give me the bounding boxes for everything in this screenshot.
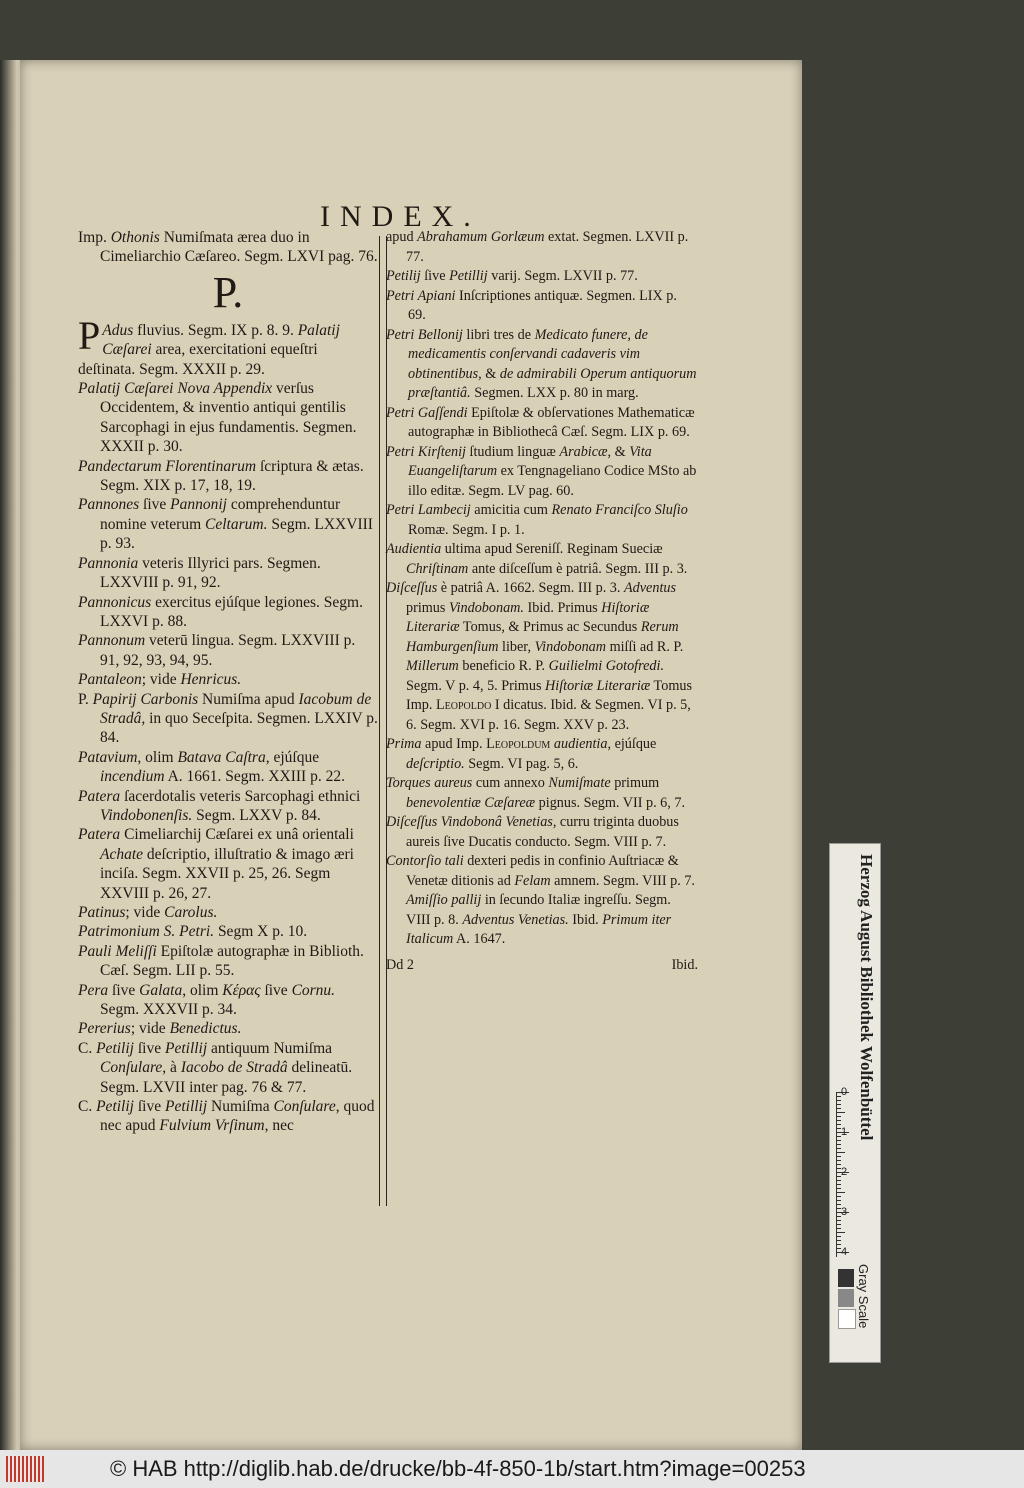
catchword: Ibid. bbox=[671, 956, 698, 973]
index-entry: C. Petilij ſive Petillij antiquum Numiſma Conſulare, à Iacobo de Stradâ delineatū. Segm. LXVII inter pag. 76 & 77. bbox=[78, 1039, 353, 1096]
index-entry: Patavium, olim Batava Caſtra, ejúſque incendium A. 1661. Segm. XXIII p. 22. bbox=[78, 748, 345, 786]
index-entry: Pandectarum Florentinarum ſcriptura & ætas. Segm. XIX p. 17, 18, 19. bbox=[78, 457, 364, 495]
ruler-minor-tick bbox=[837, 1148, 841, 1149]
source-url[interactable]: © HAB http://diglib.hab.de/drucke/bb-4f-850-1b/start.htm?image=00253 bbox=[110, 1456, 806, 1481]
index-entry: Patinus; vide Carolus. bbox=[78, 904, 218, 921]
index-subentry: Torques aureus cum annexo Numiſmate primum benevolentiæ Cæſareæ pignus. Segm. VII p. 6, 7. bbox=[386, 775, 686, 811]
section-letter: P. bbox=[212, 267, 244, 317]
gray-scale-label: Gray Scale bbox=[856, 1264, 871, 1329]
ruler-minor-tick bbox=[837, 1216, 841, 1217]
index-entry: Pannones ſive Pannonij comprehenduntur nomine veterum Celtarum. Segm. LXXVIII p. 93. bbox=[78, 496, 373, 553]
ruler-minor-tick bbox=[837, 1220, 841, 1221]
ruler-label: 1 bbox=[841, 1126, 848, 1138]
ruler-minor-tick bbox=[837, 1180, 841, 1181]
index-entry: Petri Apiani Inſcriptiones antiquæ. Segmen. LIX p. 69. bbox=[386, 287, 677, 323]
index-entry: Pannonia veteris Illyrici pars. Segmen. LXXVIII p. 91, 92. bbox=[78, 554, 321, 592]
index-entry: Palatij Cæſarei Nova Appendix verſus Occidentem, & inventio antiqui gentilis Sarcophagi in ejus fundamentis. Segmen. XXXII p. 30. bbox=[78, 380, 357, 456]
ruler-minor-tick bbox=[837, 1232, 845, 1233]
index-entry: Petri Kirſtenij ſtudium linguæ Arabicæ, & Vita Euangeliſtarum ex Tengnageliano Codice MSto ab illo editæ. Segm. LV pag. 60. bbox=[386, 443, 697, 499]
ruler-minor-tick bbox=[837, 1224, 841, 1225]
index-entry: Patera Cimeliarchij Cæſarei ex unâ orientali Achate deſcriptio, illuſtratio & imago æri inciſa. Segm. XXVII p. 25, 26. Segm XXVIII p. 26, 27. bbox=[78, 826, 354, 902]
ruler-minor-tick bbox=[837, 1124, 841, 1125]
index-subentry: apud Abrahamum Gorlæum extat. Segmen. LXVII p. 77. bbox=[386, 229, 689, 265]
ruler-minor-tick bbox=[837, 1104, 841, 1105]
gray-swatch-mid bbox=[838, 1289, 854, 1307]
index-entry: Imp. Othonis Numiſmata ærea duo in Cimeliarchio Cæſareo. Segm. LXVI pag. 76. bbox=[78, 229, 378, 266]
index-subentry: Diſceſſus è patriâ A. 1662. Segm. III p. 3. Adventus primus Vindobonam. Ibid. Primus Hiſtoriæ Literariæ Tomus, & Primus ac Secundus Rerum Hamburgenſium liber, Vindobonam miſſi ad R. P. Millerum beneficio R. P. Guilielmi Gotofredi. Segm. V p. 4, 5. Primus Hiſtoriæ Literariæ Tomus Imp. Leopoldo I dicatus. Ibid. & Segmen. VI p. 5, 6. Segm. XVI p. 16. Segm. XXV p. 23. bbox=[386, 580, 692, 733]
hab-logo-icon bbox=[6, 1456, 46, 1482]
ruler-minor-tick bbox=[837, 1120, 841, 1121]
index-entry: Petilij ſive Petillij varij. Segm. LXVII p. 77. bbox=[386, 268, 638, 284]
ruler-minor-tick bbox=[837, 1192, 845, 1193]
ruler-minor-tick bbox=[837, 1140, 841, 1141]
index-entry: Pererius; vide Benedictus. bbox=[78, 1020, 242, 1038]
index-entry: Pauli Meliſſi Epiſtolæ autographæ in Biblioth. Cæſ. Segm. LII p. 55. bbox=[78, 942, 364, 980]
ruler-minor-tick bbox=[837, 1236, 841, 1237]
ruler-minor-tick bbox=[837, 1184, 841, 1185]
ruler-minor-tick bbox=[837, 1200, 841, 1201]
color-calibration-bar bbox=[829, 843, 881, 1363]
index-entry: C. Petilij ſive Petillij Numiſma Conſulare, quod nec apud Fulvium Vrſinum, nec bbox=[78, 1098, 375, 1135]
ruler-label: 3 bbox=[841, 1206, 848, 1218]
index-entry: Patera ſacerdotalis veteris Sarcophagi ethnici Vindobonenſis. Segm. LXXV p. 84. bbox=[78, 787, 361, 824]
index-entry: P Adus fluvius. Segm. IX p. 8. 9. Palatij Cæſarei area, exercitationi equeſtri deſtinata. Segm. XXXII p. 29. bbox=[78, 312, 340, 378]
ruler-minor-tick bbox=[837, 1244, 841, 1245]
ruler-minor-tick bbox=[837, 1240, 841, 1241]
ruler-minor-tick bbox=[837, 1176, 841, 1177]
index-left-column bbox=[78, 228, 378, 1136]
ruler-minor-tick bbox=[837, 1160, 841, 1161]
gray-swatch-dark bbox=[838, 1269, 854, 1287]
ruler-minor-tick bbox=[837, 1156, 841, 1157]
ruler-minor-tick bbox=[837, 1100, 841, 1101]
index-subentry: Prima apud Imp. Leopoldum audientia, ejúſque deſcriptio. Segm. VI pag. 5, 6. bbox=[386, 736, 657, 772]
index-entry: Pannonicus exercitus ejúſque legiones. Segm. LXXVI p. 88. bbox=[78, 593, 363, 630]
index-entry: Petri Lambecij amicitia cum Renato Franciſco Sluſio Romæ. Segm. I p. 1. bbox=[386, 502, 688, 538]
signature-mark: Dd 2 bbox=[386, 956, 414, 973]
index-subentry: Diſceſſus Vindobonâ Venetias, curru triginta duobus aureis ſive Ducatis conducto. Segm. VIII p. 7. bbox=[386, 814, 679, 850]
page-title: INDEX. bbox=[320, 200, 481, 233]
index-subentry: Audientia ultima apud Sereniſſ. Reginam Sueciæ Chriſtinam ante diſceſſum è patriâ. Segm. III p. 3. bbox=[386, 541, 688, 577]
ruler-minor-tick bbox=[837, 1144, 841, 1145]
library-name: Herzog August Bibliothek Wolfenbüttel bbox=[857, 854, 876, 1141]
ruler-minor-tick bbox=[837, 1228, 841, 1229]
page-footer bbox=[386, 956, 698, 976]
index-entry: Pantaleon; vide Henricus. bbox=[78, 671, 242, 689]
ruler-minor-tick bbox=[837, 1108, 841, 1109]
ruler-minor-tick bbox=[837, 1112, 845, 1113]
index-entry: Pera ſive Galata, olim Κέρας ſive Cornu. Segm. XXXVII p. 34. bbox=[78, 981, 336, 1019]
ruler-label: 0 bbox=[841, 1086, 848, 1098]
ruler bbox=[836, 1086, 857, 1258]
index-right-column bbox=[386, 228, 698, 975]
index-entry: Petri Gaſſendi Epiſtolæ & obſervationes Mathematicæ autographæ in Bibliothecâ Cæſ. Segm. LIX p. 69. bbox=[386, 404, 695, 440]
ruler-minor-tick bbox=[837, 1152, 845, 1153]
ruler-label: 2 bbox=[841, 1166, 848, 1178]
viewer-footer-bar bbox=[0, 1450, 1024, 1488]
ruler-minor-tick bbox=[837, 1136, 841, 1137]
gray-swatch-light bbox=[838, 1309, 856, 1329]
ruler-minor-tick bbox=[837, 1116, 841, 1117]
index-subentry: Contorſio tali dexteri pedis in confinio Auſtriacæ & Venetæ ditionis ad Felam amnem. Segm. VIII p. 7. Amiſſio pallij in ſecundo Italiæ ingreſſu. Segm. VIII p. 8. Adventus Venetias. Ibid. Primum iter Italicum A. 1647. bbox=[386, 853, 695, 947]
ruler-minor-tick bbox=[837, 1096, 841, 1097]
index-entry: Petri Bellonij libri tres de Medicato funere, de medicamentis conſervandi cadaveris vim obtinentibus, & de admirabili Operum antiquorum præſtantiâ. Segmen. LXX p. 80 in marg. bbox=[386, 326, 697, 401]
index-entry: Pannonum veterū lingua. Segm. LXXVIII p. 91, 92, 93, 94, 95. bbox=[78, 632, 356, 669]
index-entry: P. Papirij Carbonis Numiſma apud Iacobum de Stradâ, in quo Seceſpita. Segmen. LXXIV p. 84. bbox=[78, 690, 378, 747]
ruler-minor-tick bbox=[837, 1204, 841, 1205]
ruler-label: 4 bbox=[841, 1246, 848, 1258]
index-entry: Patrimonium S. Petri. Segm X p. 10. bbox=[78, 923, 308, 941]
ruler-minor-tick bbox=[837, 1188, 841, 1189]
ruler-minor-tick bbox=[837, 1196, 841, 1197]
ruler-minor-tick bbox=[837, 1164, 841, 1165]
